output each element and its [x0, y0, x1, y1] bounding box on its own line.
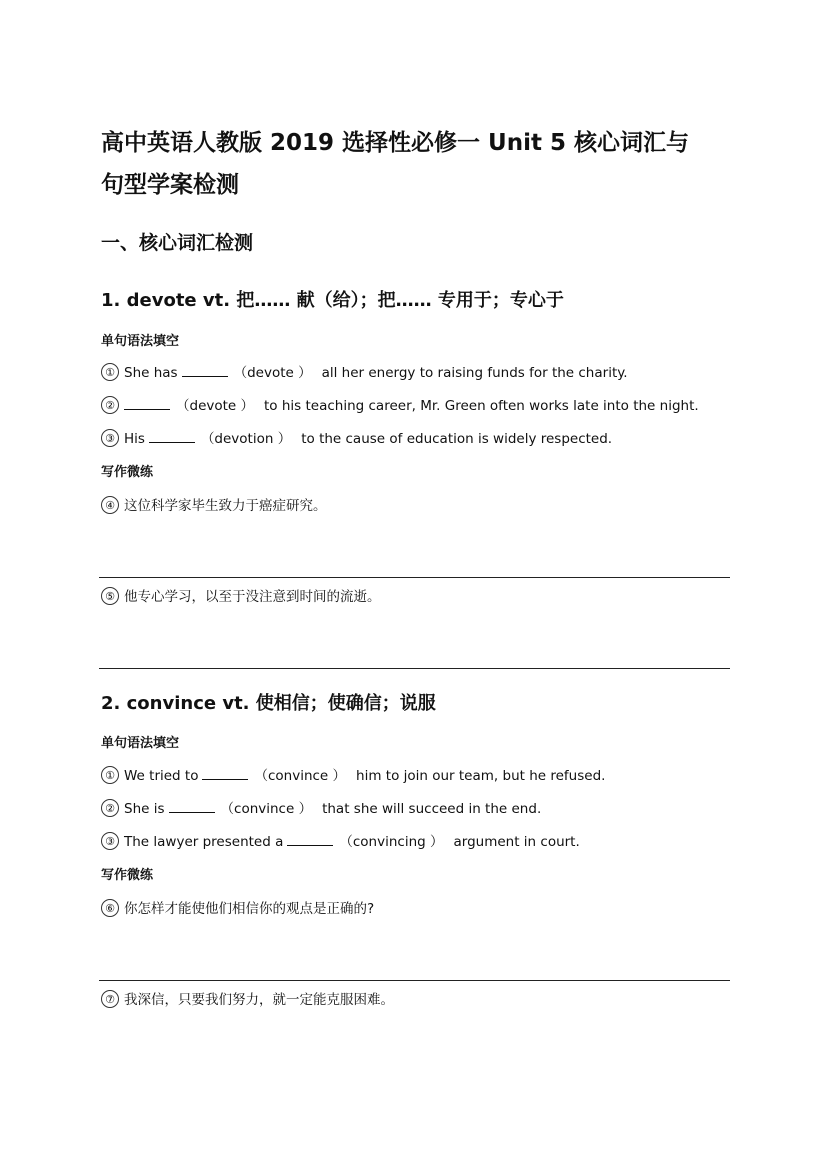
word-hint: （convince ） [220, 801, 313, 817]
answer-blank[interactable] [169, 800, 215, 813]
exercise-item [101, 764, 605, 784]
writing-practice-label: 写作微练 [101, 868, 154, 883]
exercise-item [101, 394, 699, 414]
writing-item [101, 494, 327, 514]
exercise-item [101, 830, 580, 850]
word-hint: （devote ） [176, 398, 255, 414]
word-hint: （devotion ） [200, 431, 292, 447]
word-heading-convince: 2. convince vt. 使相信；使确信；说服 [101, 693, 436, 714]
item-number: ④ [101, 496, 119, 514]
answer-blank[interactable] [149, 430, 195, 443]
item-text-after: him to join our team, but he refused. [356, 768, 606, 784]
exercise-item [101, 797, 541, 817]
item-text-after: all her energy to raising funds for the charity. [321, 365, 628, 381]
item-text-after: argument in court. [453, 834, 580, 850]
answer-blank[interactable] [182, 364, 228, 377]
item-text-after: to the cause of education is widely respected. [301, 431, 613, 447]
item-number: ③ [101, 832, 119, 850]
word-heading-devote: 1. devote vt. 把…… 献（给）；把…… 专用于；专心于 [101, 290, 564, 311]
exercise-item [101, 361, 628, 381]
item-text-before: We tried to [124, 768, 199, 784]
item-number: ② [101, 799, 119, 817]
answer-blank[interactable] [287, 833, 333, 846]
answer-line[interactable] [99, 577, 730, 578]
answer-blank[interactable] [124, 397, 170, 410]
item-text-before: She has [124, 365, 178, 381]
word-hint: （devote ） [233, 365, 312, 381]
writing-item [101, 585, 381, 605]
item-number: ① [101, 363, 119, 381]
answer-line[interactable] [99, 980, 730, 981]
grammar-fill-label: 单句语法填空 [101, 736, 180, 751]
writing-prompt: 他专心学习，以至于没注意到时间的流逝。 [124, 589, 381, 605]
item-number: ① [101, 766, 119, 784]
item-number: ⑥ [101, 899, 119, 917]
item-number: ⑦ [101, 990, 119, 1008]
item-number: ③ [101, 429, 119, 447]
title-line-1: 高中英语人教版 2019 选择性必修一 Unit 5 核心词汇与 [101, 130, 689, 156]
item-text-after: that she will succeed in the end. [322, 801, 542, 817]
grammar-fill-label: 单句语法填空 [101, 334, 180, 349]
writing-prompt: 我深信，只要我们努力，就一定能克服困难。 [124, 992, 394, 1008]
answer-line[interactable] [99, 668, 730, 669]
item-number: ② [101, 396, 119, 414]
item-text-before: The lawyer presented a [124, 834, 284, 850]
writing-prompt: 这位科学家毕生致力于癌症研究。 [124, 498, 327, 514]
writing-prompt: 你怎样才能使他们相信你的观点是正确的? [124, 901, 375, 917]
answer-blank[interactable] [202, 767, 248, 780]
item-number: ⑤ [101, 587, 119, 605]
item-text-before: She is [124, 801, 165, 817]
writing-item [101, 897, 374, 917]
title-line-2: 句型学案检测 [101, 172, 239, 198]
writing-practice-label: 写作微练 [101, 465, 154, 480]
word-hint: （convincing ） [339, 834, 444, 850]
item-text-before: His [124, 431, 145, 447]
page-title [101, 122, 741, 206]
writing-item [101, 988, 394, 1008]
exercise-item [101, 427, 612, 447]
item-text-after: to his teaching career, Mr. Green often works late into the night. [264, 398, 699, 414]
word-hint: （convince ） [254, 768, 347, 784]
section-heading-core-vocab: 一、核心词汇检测 [101, 232, 254, 254]
